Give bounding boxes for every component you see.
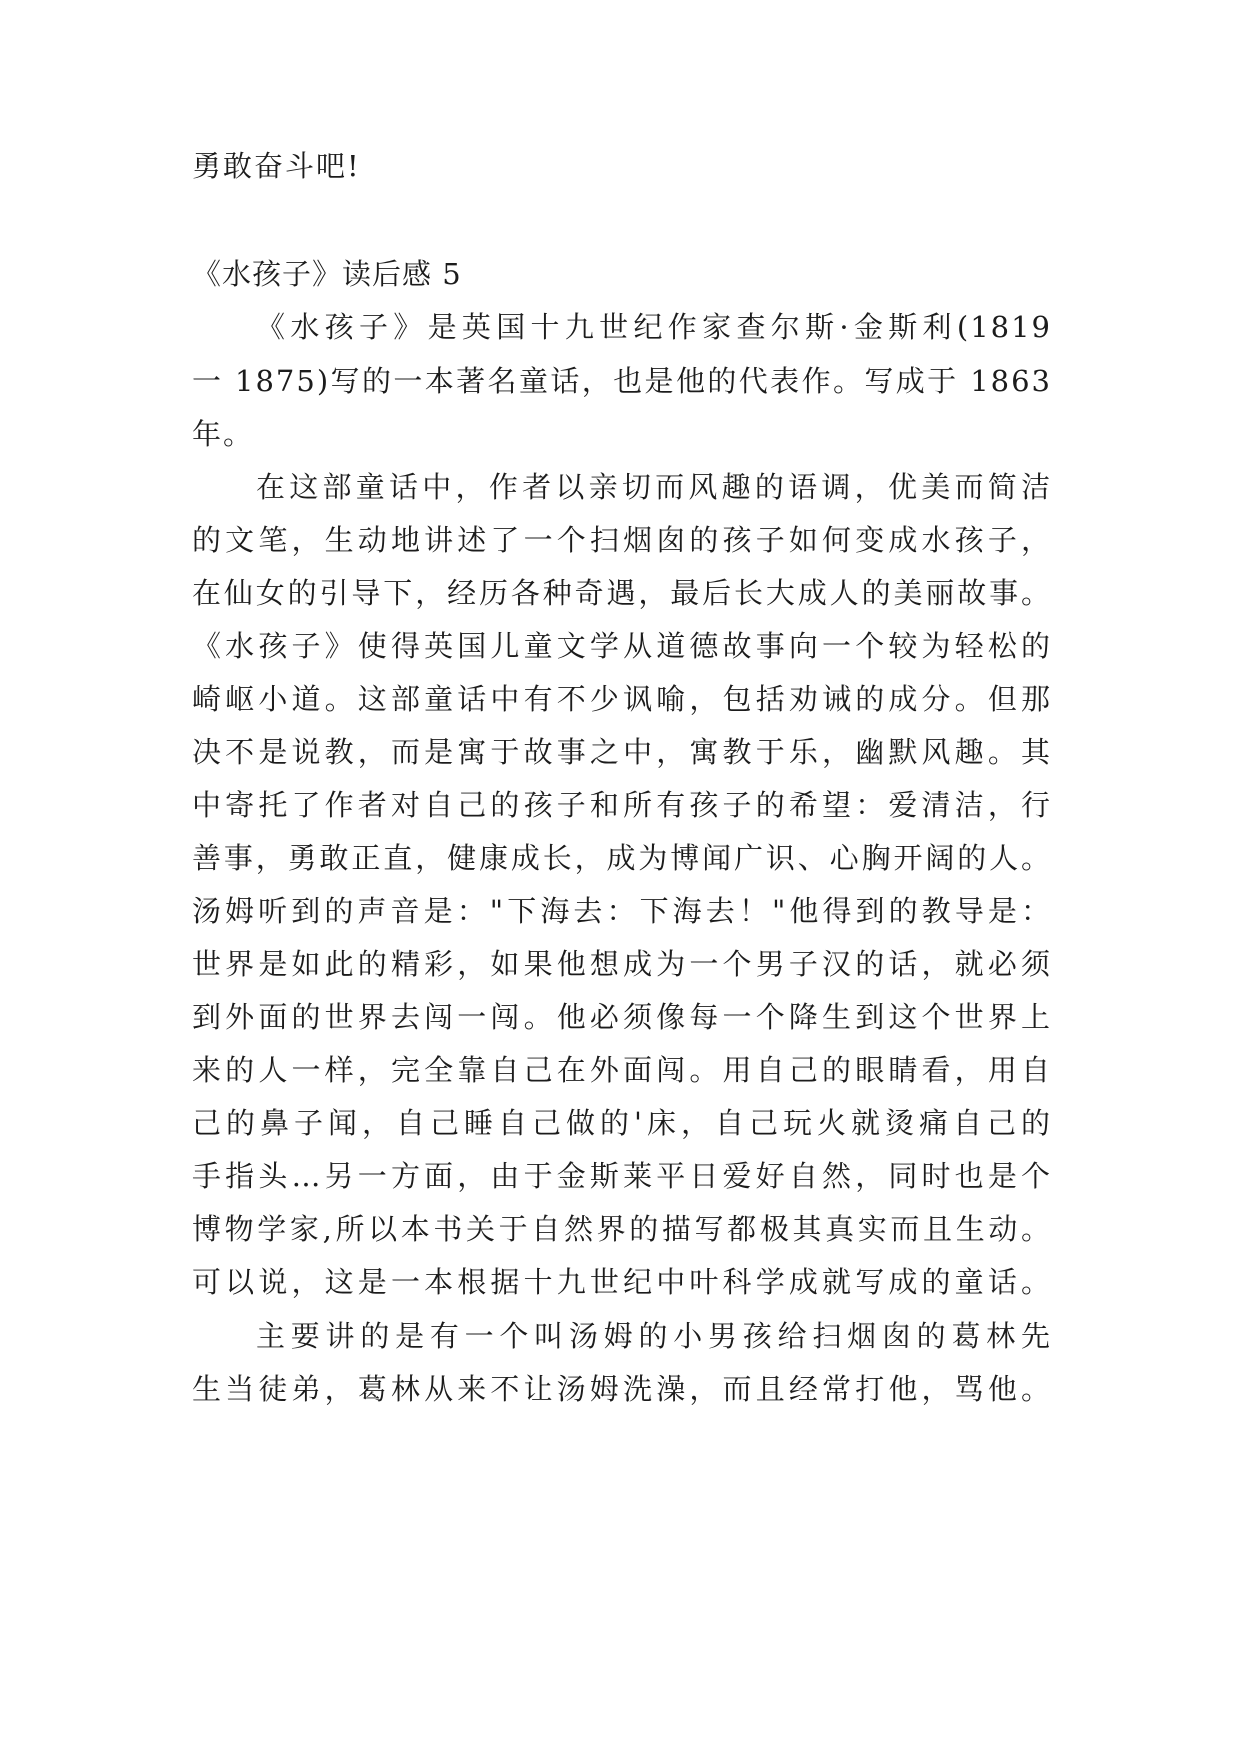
paragraph-2-line-9: 汤姆听到的声音是："下海去：下海去！"他得到的教导是：	[192, 894, 1052, 928]
paragraph-2-line-14: 手指头…另一方面，由于金斯莱平日爱好自然，同时也是个	[192, 1159, 1052, 1193]
paragraph-2-line-2: 的文笔，生动地讲述了一个扫烟囱的孩子如何变成水孩子，	[192, 523, 1052, 557]
section-title: 《水孩子》读后感 5	[192, 257, 462, 291]
paragraph-2-line-3: 在仙女的引导下，经历各种奇遇，最后长大成人的美丽故事。	[192, 576, 1052, 610]
paragraph-1-line-1: 《水孩子》是英国十九世纪作家查尔斯·金斯利(1819	[256, 310, 1052, 344]
paragraph-2-line-8: 善事，勇敢正直，健康成长，成为博闻广识、心胸开阔的人。	[192, 841, 1052, 875]
paragraph-2-line-10: 世界是如此的精彩，如果他想成为一个男子汉的话，就必须	[192, 947, 1052, 981]
paragraph-2-line-1: 在这部童话中，作者以亲切而风趣的语调，优美而简洁	[256, 470, 1052, 504]
paragraph-2-line-7: 中寄托了作者对自己的孩子和所有孩子的希望：爱清洁，行	[192, 788, 1052, 822]
paragraph-2-line-5: 崎岖小道。这部童话中有不少讽喻，包括劝诫的成分。但那	[192, 682, 1052, 716]
paragraph-2-line-15: 博物学家,所以本书关于自然界的描写都极其真实而且生动。	[192, 1212, 1052, 1246]
paragraph-2-line-4: 《水孩子》使得英国儿童文学从道德故事向一个较为轻松的	[192, 629, 1052, 663]
paragraph-2-line-16: 可以说，这是一本根据十九世纪中叶科学成就写成的童话。	[192, 1265, 1052, 1299]
paragraph-2-line-12: 来的人一样，完全靠自己在外面闯。用自己的眼睛看，用自	[192, 1053, 1052, 1087]
paragraph-1-line-3: 年。	[192, 417, 255, 451]
paragraph-2-line-6: 决不是说教，而是寓于故事之中，寓教于乐，幽默风趣。其	[192, 735, 1052, 769]
paragraph-1-line-2: 一 1875)写的一本著名童话，也是他的代表作。写成于 1863	[192, 364, 1052, 398]
paragraph-2-line-13: 己的鼻子闻，自己睡自己做的'床，自己玩火就烫痛自己的	[192, 1106, 1052, 1140]
paragraph-2-line-11: 到外面的世界去闯一闯。他必须像每一个降生到这个世界上	[192, 1000, 1052, 1034]
previous-section-closing-line: 勇敢奋斗吧!	[192, 149, 361, 183]
paragraph-3-line-1: 主要讲的是有一个叫汤姆的小男孩给扫烟囱的葛林先	[256, 1319, 1052, 1353]
paragraph-3-line-2: 生当徒弟，葛林从来不让汤姆洗澡，而且经常打他，骂他。	[192, 1372, 1052, 1406]
